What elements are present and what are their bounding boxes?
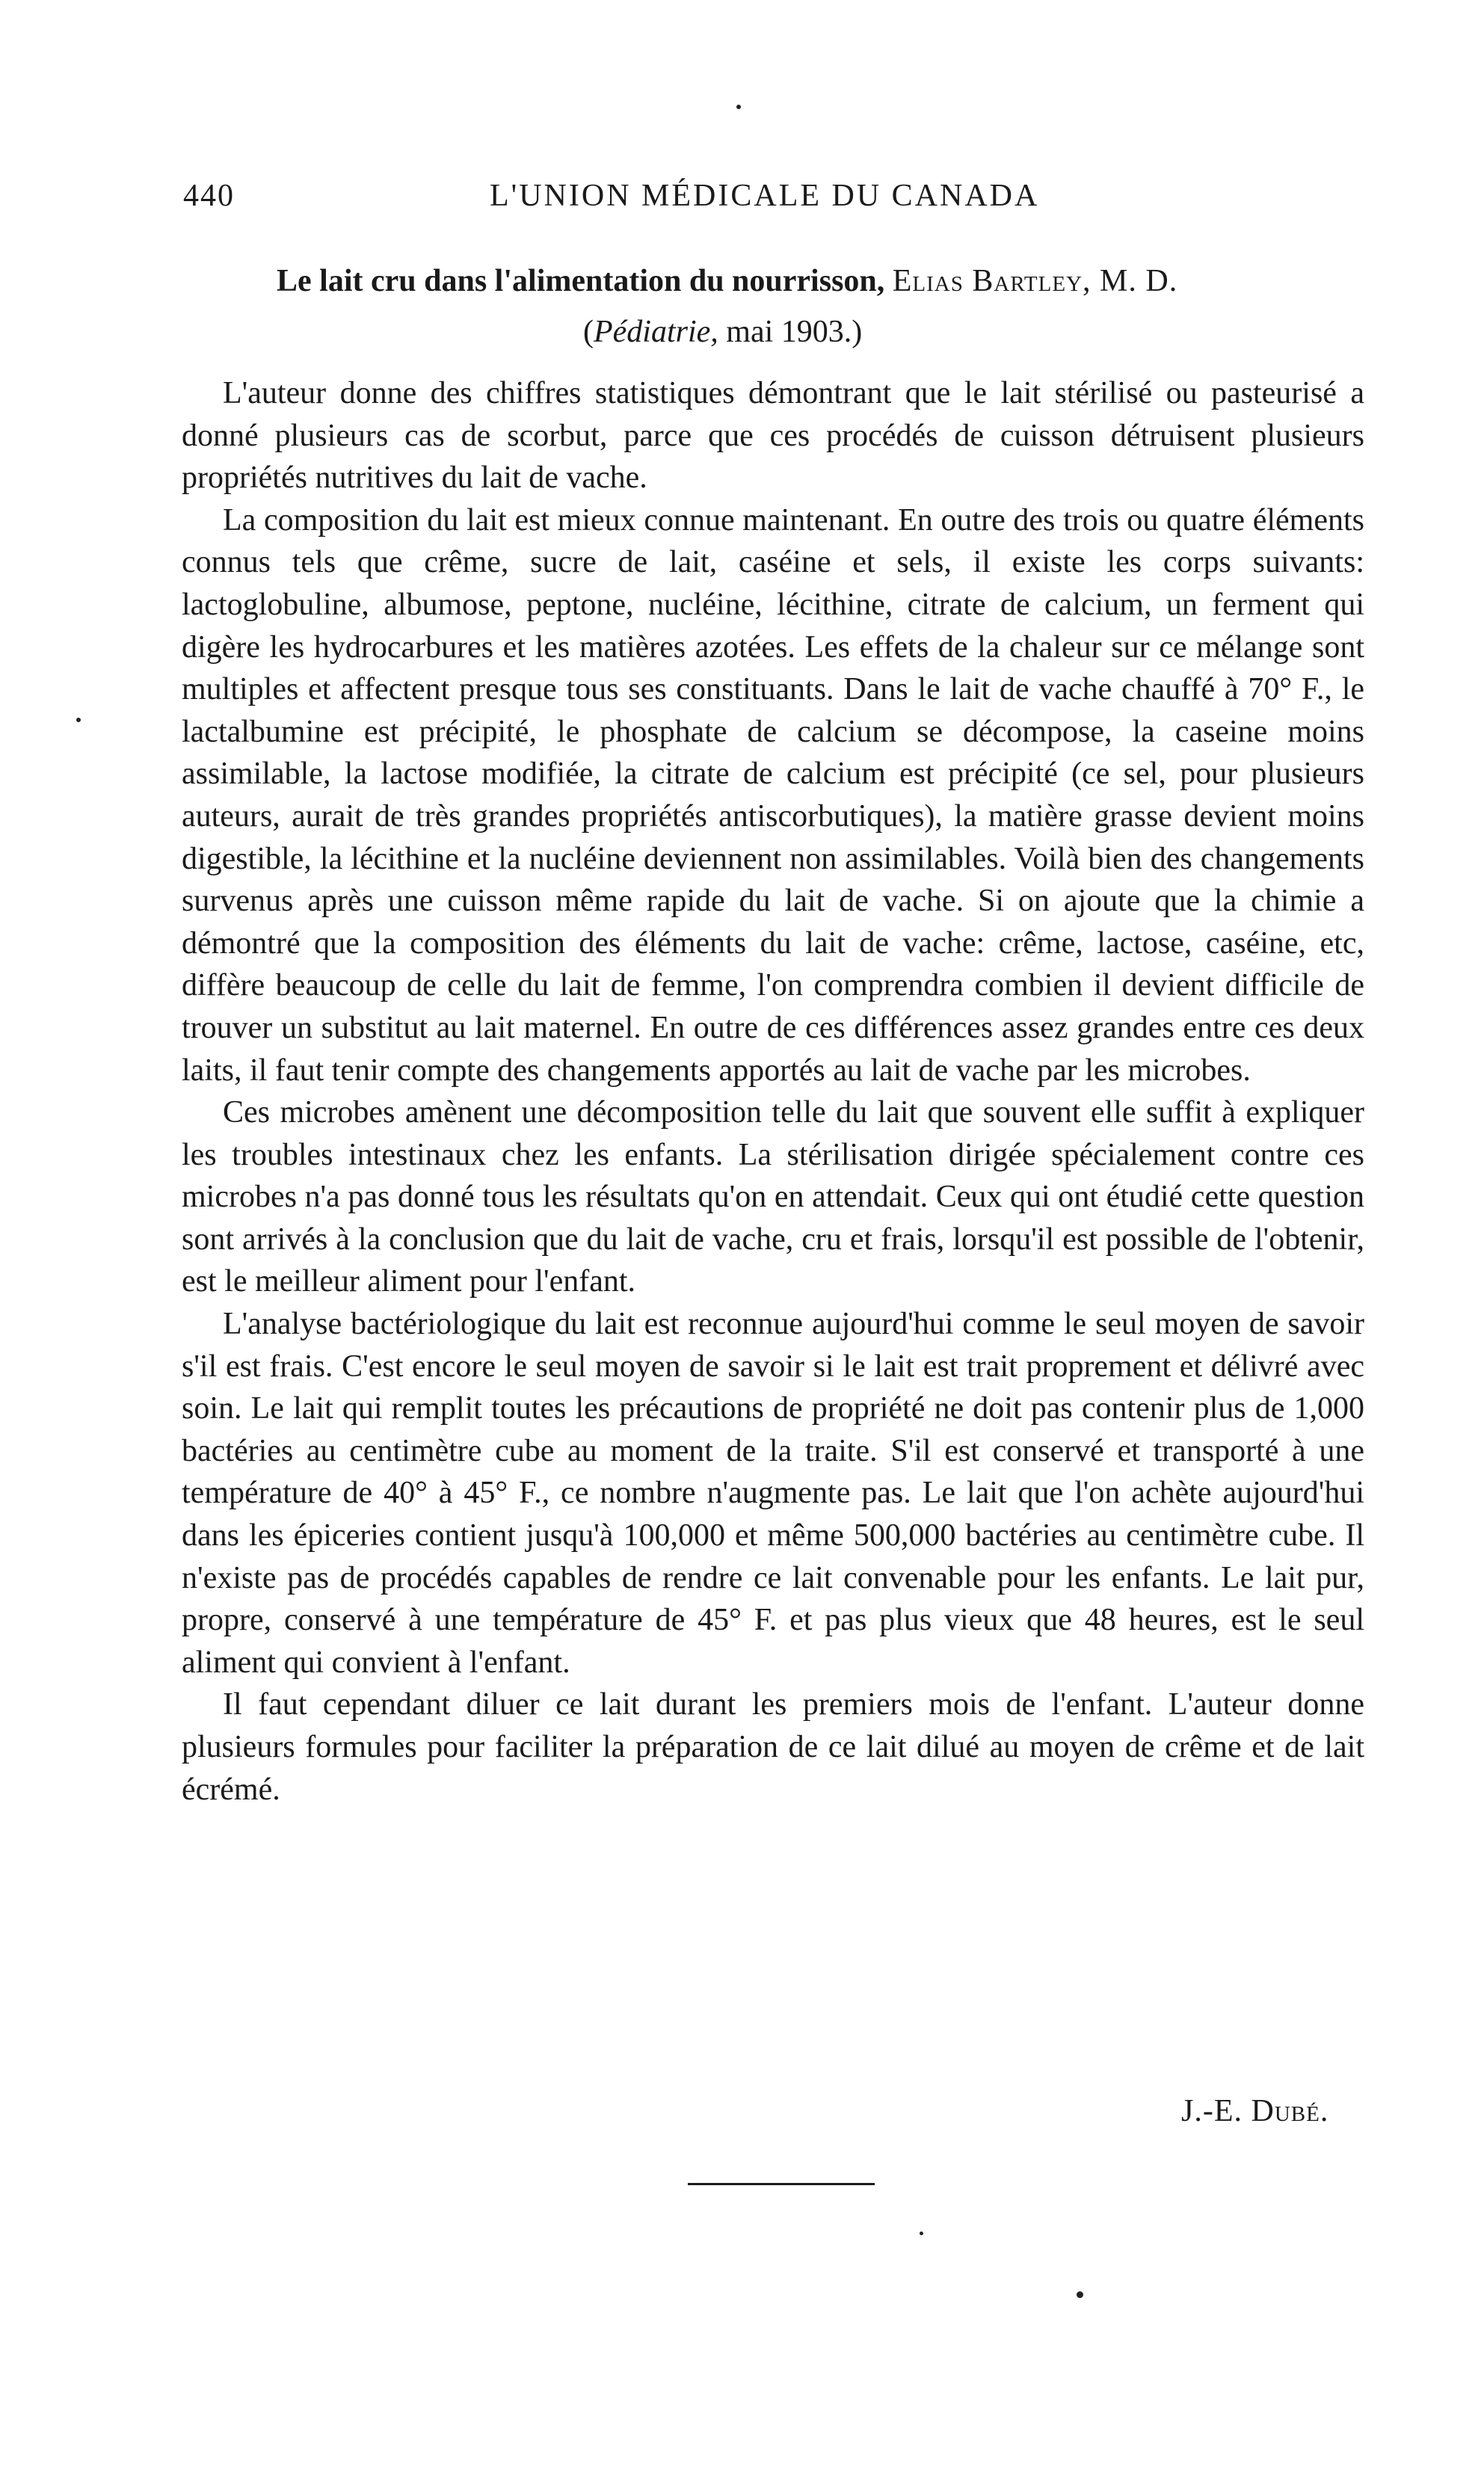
author-signature: J.-E. Dubé. [1181, 2094, 1329, 2128]
paragraph-2: La composition du lait est mieux connue maintenant. En outre des trois ou quatre éléments connus tels que crême, sucre de lait, caséine et sels, il existe les corps suivants: lactoglobuline, albumose, peptone, nucléine, lécithine, citrate de calcium, un ferment qui digère les hydrocarbures et les matières azotées. Les effets de la chaleur sur ce mélange sont multiples et affectent presque tous ses constituants. Dans le lait de vache chauffé à 70° F., le lactalbumine est précipité, le phosphate de calcium se décompose, la caseine moins assimilable, la lactose modifiée, la citrate de calcium est précipité (ce sel, pour plusieurs auteurs, aurait de très grandes propriétés antiscorbutiques), la matière grasse devient moins digestible, la lécithine et la nucléine deviennent non assimilables. Voilà bien des changements survenus après une cuisson même rapide du lait de vache. Si on ajoute que la chimie a démontré que la composition des éléments du lait de vache: crême, lactose, caséine, etc, diffère beaucoup de celle du lait de femme, l'on comprendra combien il devient difficile de trouver un substitut au lait maternel. En outre de ces différences assez grandes entre ces deux laits, il faut tenir compte des changements apportés au lait de vache par les microbes. [182, 502, 1364, 1088]
page-header [183, 178, 1118, 230]
article-author: Elias Bartley, M. D. [892, 264, 1178, 298]
paragraph-5: Il faut cependant diluer ce lait durant les premiers mois de l'enfant. L'auteur donne plusieurs formules pour faciliter la préparation de ce lait dilué au moyen de crême et de lait écrémé. [182, 1687, 1364, 1807]
article-title: Le lait cru dans l'alimentation du nourrisson, [277, 264, 885, 298]
paragraph-4: L'analyse bactériologique du lait est reconnue aujourd'hui comme le seul moyen de savoir s'il est frais. C'est encore le seul moyen de savoir si le lait est trait proprement et délivré avec soin. Le lait qui remplit toutes les précautions de propriété ne doit pas contenir plus de 1,000 bactéries au centimètre cube au moment de la traite. S'il est conservé et transporté à une température de 40° à 45° F., ce nombre n'augmente pas. Le lait que l'on achète aujourd'hui dans les épiceries contient jusqu'à 100,000 et même 500,000 bactéries au centimètre cube. Il n'existe pas de procédés capables de rendre ce lait convenable pour les enfants. Le lait pur, propre, conservé à une température de 45° F. et pas plus vieux que 48 heures, est le seul aliment qui convient à l'enfant. [182, 1307, 1364, 1680]
article-body [182, 372, 1364, 1811]
article-citation [583, 314, 1181, 350]
paragraph-3: Ces microbes amènent une décomposition telle du lait que souvent elle suffit à expliquer les troubles intestinaux chez les enfants. La stérilisation dirigée spécialement contre ces microbes n'a pas donné tous les résultats qu'on en attendait. Ceux qui ont étudié cette question sont arrivés à la conclusion que du lait de vache, cru et frais, lorsqu'il est possible de l'obtenir, est le meilleur aliment pour l'enfant. [182, 1095, 1364, 1299]
citation-open-paren: ( [583, 315, 594, 349]
journal-title: L'UNION MÉDICALE DU CANADA [490, 179, 1040, 213]
page-number: 440 [183, 179, 235, 213]
article-heading [277, 263, 1361, 299]
section-divider [688, 2183, 875, 2185]
print-speck [1077, 2291, 1083, 2298]
citation-date: mai 1903.) [718, 315, 863, 349]
citation-journal: Pédiatrie, [594, 315, 718, 349]
print-speck [920, 2232, 923, 2235]
print-speck [736, 105, 741, 109]
paragraph-1: L'auteur donne des chiffres statistiques démontrant que le lait stérilisé ou pasteurisé a donné plusieurs cas de scorbut, parce que ces procédés de cuisson détruisent plusieurs propriétés nutritives du lait de vache. [182, 376, 1364, 496]
print-speck [76, 718, 81, 722]
